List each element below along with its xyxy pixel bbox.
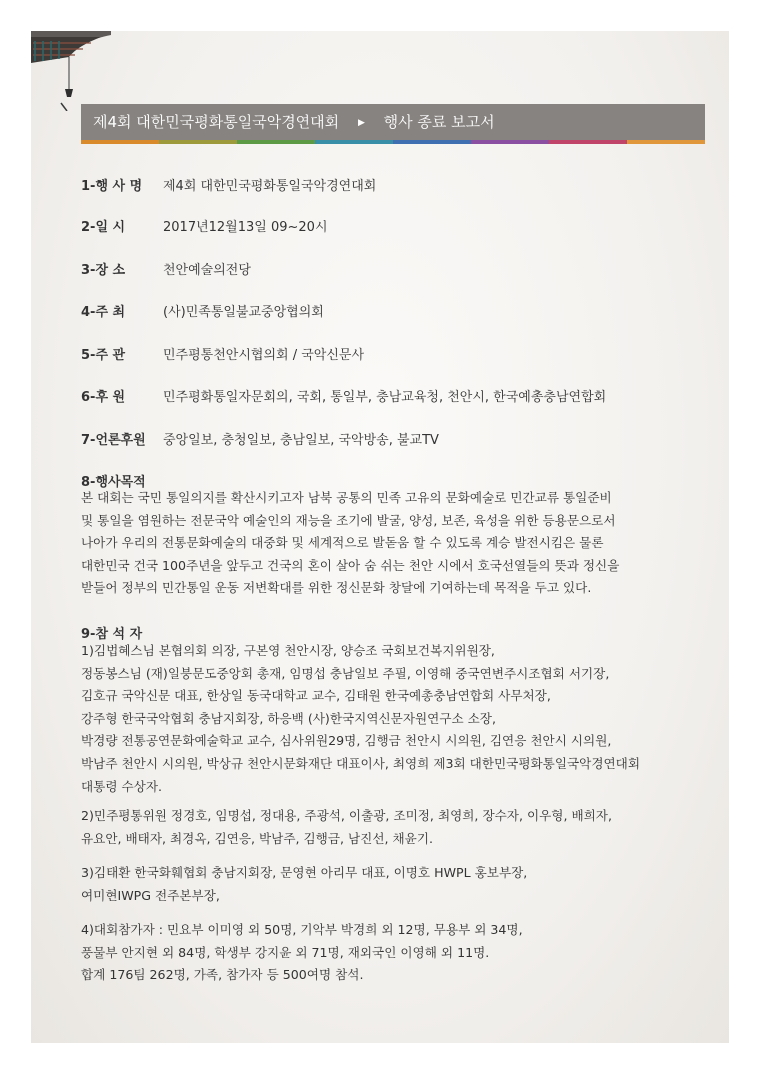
attendee-line: 1)김법혜스님 본협의회 의장, 구본영 천안시장, 양승조 국회보건복지위원장, — [81, 643, 495, 658]
info-value: 민주평통천안시협의회 / 국악신문사 — [163, 348, 365, 363]
info-value: 제4회 대한민국평화통일국악경연대회 — [163, 179, 377, 194]
title-banner — [81, 104, 705, 140]
attendee-line: 박경량 전통공연문화예술학교 교수, 심사위원29명, 김행금 천안시 시의원, 김연응 천안시 시의원, — [81, 733, 612, 749]
info-label: 3-장 소 — [81, 263, 126, 278]
attendee-line: 강주형 한국국악협회 충남지회장, 하응백 (사)한국지역신문자원연구소 소장, — [81, 710, 496, 726]
info-label: 1-행 사 명 — [81, 179, 143, 194]
attendee-line: 김호규 국악신문 대표, 한상일 동국대학교 교수, 김태원 한국예총충남연합회 사무처장, — [81, 688, 551, 704]
info-label: 6-후 원 — [81, 390, 126, 405]
info-value: 천안예술의전당 — [163, 263, 251, 278]
attendee-line: 4)대회참가자 : 민요부 이미영 외 50명, 기악부 박경희 외 12명, 무용부 외 34명, — [81, 922, 523, 937]
color-stripe — [81, 140, 705, 144]
attendee-line: 2)민주평통위원 정경호, 임명섭, 정대용, 주광석, 이출광, 조미정, 최영희, 장수자, 이우형, 배희자, — [81, 808, 612, 823]
stripe-segment — [627, 140, 705, 144]
info-row-organizer — [81, 344, 364, 363]
attendees-group-2 — [81, 805, 721, 850]
attendee-line: 풍물부 안지현 외 84명, 학생부 강지윤 외 71명, 재외국인 이영해 외 11명. — [81, 944, 490, 960]
hanok-eave-ornament — [31, 31, 111, 111]
info-row-date — [81, 216, 328, 235]
attendee-line: 정동봉스님 (재)일붕문도중앙회 총재, 임명섭 충남일보 주필, 이영해 중국연변주시조협회 서기장, — [81, 665, 610, 681]
stripe-segment — [81, 140, 159, 144]
attendees-group-1 — [81, 640, 721, 798]
purpose-line: 및 통일을 염원하는 전문국악 예술인의 재능을 조기에 발굴, 양성, 보존, 육성을 위한 등용문으로서 — [81, 512, 616, 528]
stripe-segment — [237, 140, 315, 144]
info-label: 5-주 관 — [81, 348, 126, 363]
info-row-media-sponsor — [81, 429, 439, 448]
purpose-text — [81, 487, 721, 600]
purpose-line: 받들어 정부의 민간통일 운동 저변확대를 위한 정신문화 창달에 기여하는데 목적을 두고 있다. — [81, 580, 592, 596]
stripe-segment — [159, 140, 237, 144]
purpose-line: 본 대회는 국민 통일의지를 확산시키고자 남북 공통의 민족 고유의 문화예술로 민간교류 통일준비 — [81, 490, 612, 505]
info-value: 2017년12월13일 09~20시 — [163, 220, 328, 235]
info-row-host — [81, 301, 324, 320]
info-value: 중앙일보, 충청일보, 충남일보, 국악방송, 불교TV — [163, 433, 439, 448]
attendees-group-3 — [81, 862, 721, 907]
stripe-segment — [471, 140, 549, 144]
attendees-title: 9-참 석 자 — [81, 627, 143, 642]
purpose-line: 대한민국 건국 100주년을 앞두고 건국의 혼이 살아 숨 쉬는 천안 시에서 호국선열들의 뜻과 정신을 — [81, 557, 620, 573]
attendee-line: 박남주 천안시 시의원, 박상규 천안시문화재단 대표이사, 최영희 제3회 대한민국평화통일국악경연대회 — [81, 755, 640, 771]
attendee-line: 대통령 수상자. — [81, 778, 162, 794]
purpose-line: 나아가 우리의 전통문화예술의 대중화 및 세계적으로 발돋움 할 수 있도록 계승 발전시킴은 물론 — [81, 535, 604, 551]
stripe-segment — [315, 140, 393, 144]
info-value: 민주평화통일자문회의, 국회, 통일부, 충남교육청, 천안시, 한국예총충남연합회 — [163, 390, 607, 405]
stripe-segment — [393, 140, 471, 144]
attendee-line: 3)김태환 한국화훼협회 충남지회장, 문영현 아리무 대표, 이명호 HWPL 홍보부장, — [81, 865, 528, 880]
attendees-group-4 — [81, 919, 721, 987]
info-label: 7-언론후원 — [81, 433, 146, 448]
info-label: 4-주 최 — [81, 305, 126, 320]
purpose-title: 8-행사목적 — [81, 475, 146, 490]
attendee-line: 여미현IWPG 전주본부장, — [81, 887, 220, 903]
banner-event-name: 제4회 대한민국평화통일국악경연대회 — [93, 113, 340, 131]
info-label: 2-일 시 — [81, 220, 126, 235]
report-page — [31, 31, 729, 1043]
info-value: (사)민족통일불교중앙협의회 — [163, 305, 324, 320]
play-arrow-icon: ▶ — [357, 118, 365, 128]
banner-report-title: 행사 종료 보고서 — [383, 113, 495, 131]
info-row-name — [81, 175, 376, 194]
attendee-line: 합계 176팀 262명, 가족, 참가자 등 500여명 참석. — [81, 967, 364, 983]
attendee-line: 유요안, 배태자, 최경옥, 김연응, 박남주, 김행금, 남진선, 채윤기. — [81, 830, 434, 846]
info-row-sponsor — [81, 386, 606, 405]
info-row-venue — [81, 259, 251, 278]
stripe-segment — [549, 140, 627, 144]
